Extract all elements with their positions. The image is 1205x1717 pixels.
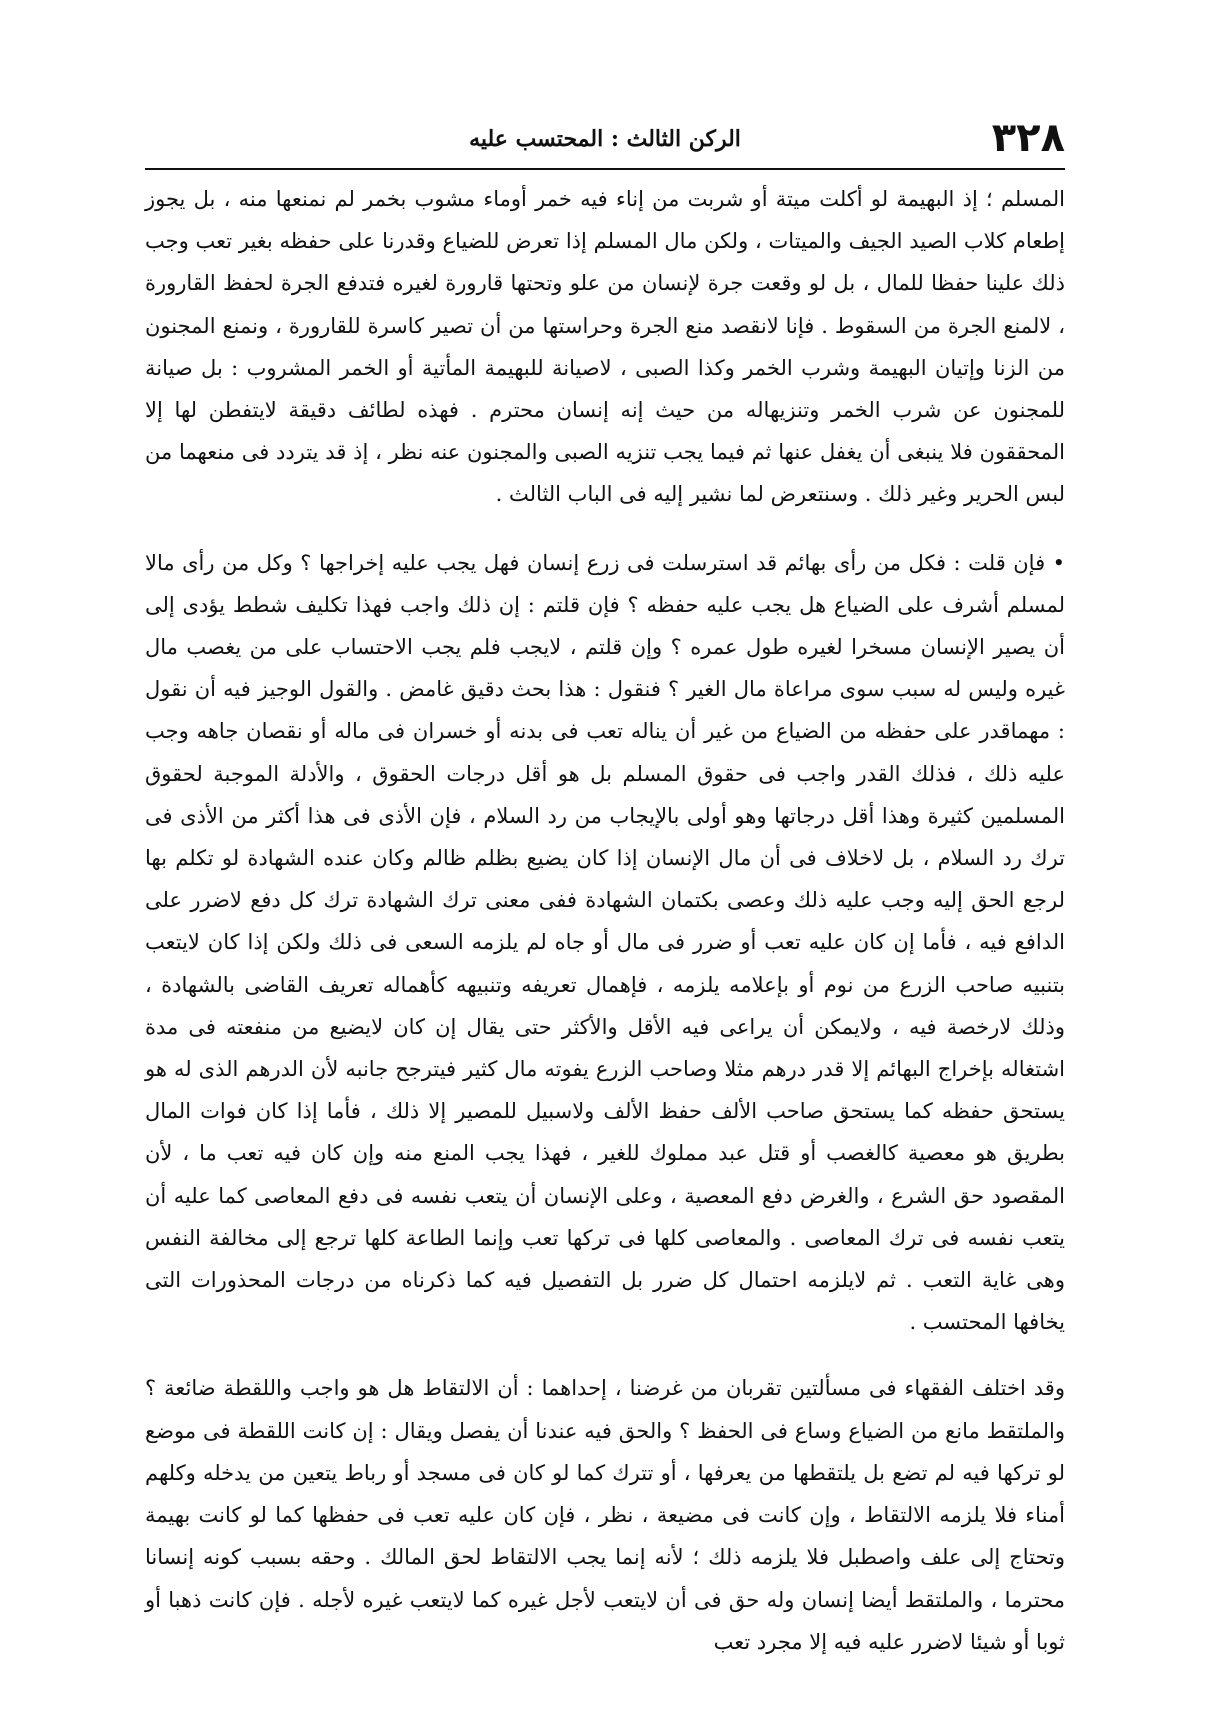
header-rule [145, 168, 1065, 170]
page-number: ٣٢٨ [991, 115, 1065, 161]
running-title: الركن الثالث : المحتسب عليه [469, 126, 741, 152]
running-head [145, 112, 1065, 172]
paragraph-1: المسلم ؛ إذ البهيمة لو أكلت ميتة أو شربت من إناء فيه خمر أوماء مشوب بخمر لم نمنعها منه ، بل يجوز إطعام كلاب الصيد الجيف والميتات ، ولكن مال المسلم إذا تعرض للضياع وقدرنا على حفظه بغير تعب وجب ذلك علينا حفظا للمال ، بل لو وقعت جرة لإنسان من علو وتحتها قارورة لغيره فتدفع الجرة لحفظ القارورة ، لالمنع الجرة من السقوط . فإنا لانقصد منع الجرة وحراستها من أن تصير كاسرة للقارورة ، ونمنع المجنون من الزنا وإتيان البهيمة وشرب الخمر وكذا الصبى ، لاصيانة للبهيمة المأتية أو الخمر المشروب : بل صيانة للمجنون عن شرب الخمر وتنزيهاله من حيث إنه إنسان محترم . فهذه لطائف دقيقة لايتفطن لها إلا المحققون فلا ينبغى أن يغفل عنها ثم فيما يجب تنزيه الصبى والمجنون عنه نظر ، إذ قد يتردد فى منعهما من لبس الحرير وغير ذلك . وسنتعرض لما نشير إليه فى الباب الثالث . [145, 187, 1066, 507]
paragraph-2: • فإن قلت : فكل من رأى بهائم قد استرسلت فى زرع إنسان فهل يجب عليه إخراجها ؟ وكل من رأى مالا لمسلم أشرف على الضياع هل يجب عليه حفظه ؟ فإن قلتم : إن ذلك واجب فهذا تكليف شطط يؤدى إلى أن يصير الإنسان مسخرا لغيره طول عمره ؟ وإن قلتم ، لايجب فلم يجب الاحتساب على من يغصب مال غيره وليس له سبب سوى مراعاة مال الغير ؟ فنقول : هذا بحث دقيق غامض . والقول الوجيز فيه أن نقول : مهماقدر على حفظه من الضياع من غير أن يناله تعب فى بدنه أو خسران فى ماله أو نقصان جاهه وجب عليه ذلك ، فذلك القدر واجب فى حقوق المسلم بل هو أقل درجات الحقوق ، والأدلة الموجبة لحقوق المسلمين كثيرة وهذا أقل درجاتها وهو أولى بالإيجاب من رد السلام ، فإن الأذى فى هذا أكثر من الأذى فى ترك رد السلام ، بل لاخلاف فى أن مال الإنسان إذا كان يضيع بظلم ظالم وكان عنده الشهادة لو تكلم بها لرجع الحق إليه وجب عليه ذلك وعصى بكتمان الشهادة ففى معنى ترك الشهادة ترك كل دفع لاضرر على الدافع فيه ، فأما إن كان عليه تعب أو ضرر فى مال أو جاه لم يلزمه السعى فى ذلك ولكن إذا كان لايتعب بتنبيه صاحب الزرع من نوم أو بإعلامه يلزمه ، فإهمال تعريفه وتنبيهه كأهماله تعريف القاضى بالشهادة ، وذلك لارخصة فيه ، ولايمكن أن يراعى فيه الأقل والأكثر حتى يقال إن كان لايضيع من منفعته فى مدة اشتغاله بإخراج البهائم إلا قدر درهم مثلا وصاحب الزرع يفوته مال كثير فيترجح جانبه لأن الدرهم الذى له هو يستحق حفظه كما يستحق صاحب الألف حفظ الألف ولاسبيل للمصير إلا ذلك ، فأما إذا كان فوات المال بطريق هو معصية كالغصب أو قتل عبد مملوك للغير ، فهذا يجب المنع منه وإن كان فيه تعب ما ، لأن المقصود حق الشرع ، والغرض دفع المعصية ، وعلى الإنسان أن يتعب نفسه فى دفع المعاصى كما عليه أن يتعب نفسه فى ترك المعاصى . والمعاصى كلها فى تركها تعب وإنما الطاعة كلها ترجع إلى مخالفة النفس وهى غاية التعب . ثم لايلزمه احتمال كل ضرر بل التفصيل فيه كما ذكرناه من درجات المحذورات التى يخافها المحتسب . [145, 550, 1065, 1335]
body-text [145, 178, 1065, 1663]
paragraph-3: وقد اختلف الفقهاء فى مسألتين تقربان من غرضنا ، إحداهما : أن الالتقاط هل هو واجب واللقطة ضائعة ؟ والملتقط مانع من الضياع وساع فى الحفظ ؟ والحق فيه عندنا أن يفصل ويقال : إن كانت اللقطة فى موضع لو تركها فيه لم تضع بل يلتقطها من يعرفها ، أو تترك كما لو كان فى مسجد أو رباط يتعين من يدخله وكلهم أمناء فلا يلزمه الالتقاط ، وإن كانت فى مضيعة ، نظر ، فإن كان عليه تعب فى حفظها كما لو كانت بهيمة وتحتاج إلى علف واصطبل فلا يلزمه ذلك ؛ لأنه إنما يجب الالتقاط لحق المالك . وحقه بسبب كونه إنسانا محترما ، والملتقط أيضا إنسان وله حق فى أن لايتعب لأجل غيره كما لايتعب غيره لأجله . فإن كانت ذهبا أو ثوبا أو شيئا لاضرر عليه فيه إلا مجرد تعب [145, 1376, 1065, 1654]
